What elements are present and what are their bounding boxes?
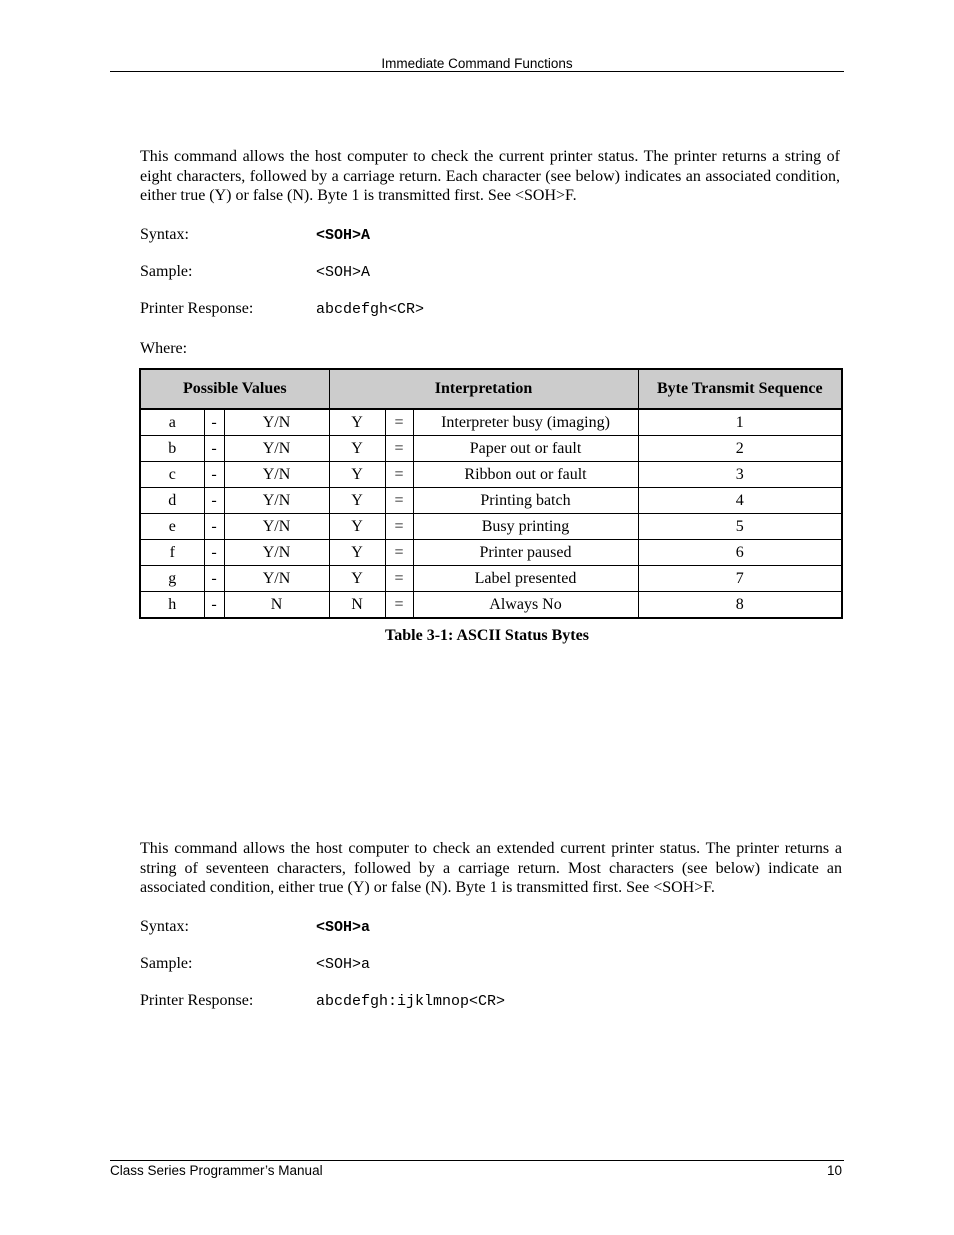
syntax-value: <SOH>A: [316, 227, 371, 244]
header-byte-transmit-sequence: Byte Transmit Sequence: [638, 369, 842, 409]
row-possible-values: N: [224, 592, 329, 619]
where-label: Where:: [140, 340, 188, 357]
header-rule: [110, 71, 844, 72]
row-dash: -: [204, 436, 224, 462]
row-letter: a: [140, 409, 204, 436]
row-equals: =: [385, 514, 413, 540]
row-possible-values: Y/N: [224, 566, 329, 592]
row-meaning: Busy printing: [413, 514, 638, 540]
row-letter: f: [140, 540, 204, 566]
response-label: Printer Response:: [140, 300, 254, 317]
row-flag: Y: [329, 409, 385, 436]
table-row: [140, 409, 842, 436]
row-meaning: Paper out or fault: [413, 436, 638, 462]
row-sequence: 2: [638, 436, 842, 462]
status-bytes-table: [139, 368, 843, 619]
row-sequence: 6: [638, 540, 842, 566]
table-row: [140, 462, 842, 488]
row-meaning: Interpreter busy (imaging): [413, 409, 638, 436]
response-label: Printer Response:: [140, 992, 254, 1009]
row-equals: =: [385, 540, 413, 566]
table-header-row: [140, 369, 842, 409]
table-row: [140, 566, 842, 592]
syntax-value: <SOH>a: [316, 919, 371, 936]
row-flag: Y: [329, 436, 385, 462]
row-flag: Y: [329, 488, 385, 514]
syntax-label: Syntax:: [140, 226, 189, 243]
row-meaning: Printer paused: [413, 540, 638, 566]
table-caption: Table 3-1: ASCII Status Bytes: [385, 627, 589, 644]
row-flag: Y: [329, 540, 385, 566]
row-equals: =: [385, 592, 413, 619]
row-possible-values: Y/N: [224, 462, 329, 488]
row-flag: Y: [329, 514, 385, 540]
row-equals: =: [385, 488, 413, 514]
section2-paragraph: This command allows the host computer to check an extended current printer status. The printer returns a string of seventeen characters, followed by a carriage return. Most characters (see below) indicate an associated condition, either true (Y) or false (N). Byte 1 is transmitted first. See <SOH>F.: [140, 840, 842, 896]
row-equals: =: [385, 566, 413, 592]
row-sequence: 3: [638, 462, 842, 488]
row-equals: =: [385, 462, 413, 488]
row-equals: =: [385, 436, 413, 462]
row-dash: -: [204, 488, 224, 514]
syntax-label: Syntax:: [140, 918, 189, 935]
table-row: [140, 540, 842, 566]
row-equals: =: [385, 409, 413, 436]
sample-label: Sample:: [140, 263, 193, 280]
header-interpretation: Interpretation: [329, 369, 638, 409]
footer-page-number: 10: [826, 1163, 842, 1178]
row-meaning: Label presented: [413, 566, 638, 592]
row-dash: -: [204, 462, 224, 488]
row-sequence: 4: [638, 488, 842, 514]
row-letter: h: [140, 592, 204, 619]
row-sequence: 7: [638, 566, 842, 592]
row-sequence: 5: [638, 514, 842, 540]
row-possible-values: Y/N: [224, 514, 329, 540]
sample-label: Sample:: [140, 955, 193, 972]
row-dash: -: [204, 592, 224, 619]
response-value: abcdefgh:ijklmnop<CR>: [316, 993, 506, 1010]
row-flag: N: [329, 592, 385, 619]
table-row: [140, 514, 842, 540]
row-flag: Y: [329, 462, 385, 488]
row-letter: e: [140, 514, 204, 540]
row-dash: -: [204, 566, 224, 592]
row-dash: -: [204, 540, 224, 566]
header-possible-values: Possible Values: [140, 369, 329, 409]
table-row: [140, 488, 842, 514]
row-dash: -: [204, 514, 224, 540]
row-possible-values: Y/N: [224, 436, 329, 462]
row-letter: d: [140, 488, 204, 514]
row-letter: c: [140, 462, 204, 488]
row-sequence: 1: [638, 409, 842, 436]
running-header: Immediate Command Functions: [381, 56, 573, 71]
row-meaning: Ribbon out or fault: [413, 462, 638, 488]
row-possible-values: Y/N: [224, 540, 329, 566]
row-possible-values: Y/N: [224, 488, 329, 514]
sample-value: <SOH>a: [316, 956, 371, 973]
row-dash: -: [204, 409, 224, 436]
table-row: [140, 436, 842, 462]
row-flag: Y: [329, 566, 385, 592]
row-sequence: 8: [638, 592, 842, 619]
response-value: abcdefgh<CR>: [316, 301, 425, 318]
footer-rule: [110, 1160, 844, 1161]
sample-value: <SOH>A: [316, 264, 371, 281]
section1-paragraph: This command allows the host computer to check the current printer status. The printer returns a string of eight characters, followed by a carriage return. Each character (see below) indicates an associated condition, either true (Y) or false (N). Byte 1 is transmitted first. See <SOH>F.: [140, 148, 840, 204]
row-letter: b: [140, 436, 204, 462]
row-meaning: Always No: [413, 592, 638, 619]
row-possible-values: Y/N: [224, 409, 329, 436]
table-row: [140, 592, 842, 619]
row-letter: g: [140, 566, 204, 592]
row-meaning: Printing batch: [413, 488, 638, 514]
footer-manual-title: Class Series Programmer’s Manual: [110, 1163, 323, 1178]
